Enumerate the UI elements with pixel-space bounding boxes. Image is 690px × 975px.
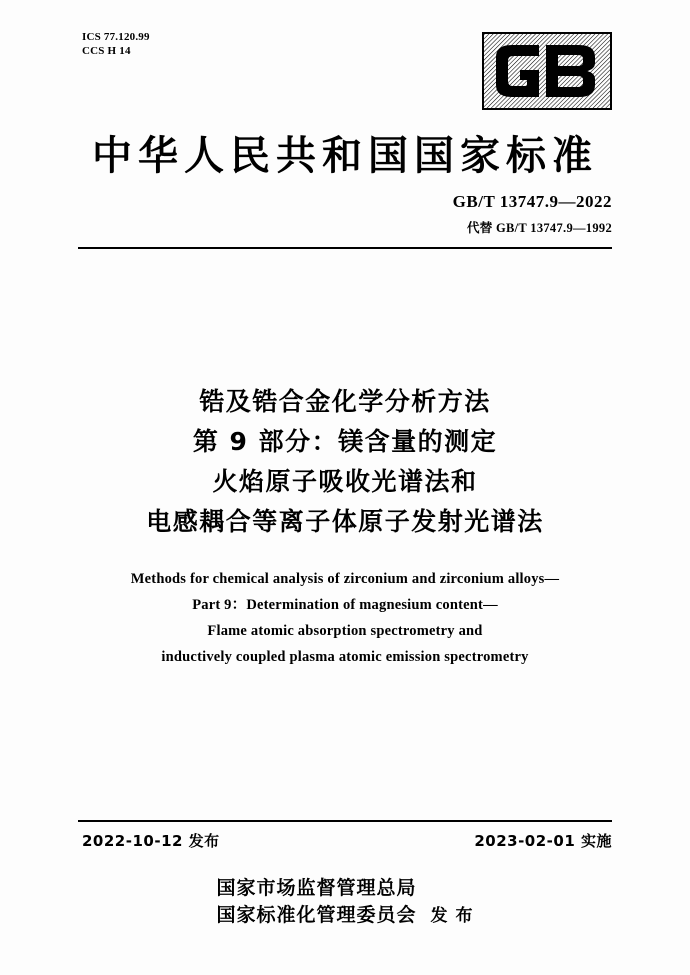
title-en-line-2: Part 9：Determination of magnesium content— xyxy=(192,597,498,613)
title-en-line-4: inductively coupled plasma atomic emission spectrometry xyxy=(161,649,529,665)
document-title-chinese xyxy=(0,382,690,542)
title-en-line-3: Flame atomic absorption spectrometry and xyxy=(207,623,483,639)
title-cn-line-3: 火焰原子吸收光谱法和 xyxy=(212,467,478,496)
national-standard-title: 中华人民共和国国家标准 xyxy=(92,133,598,179)
publish-action-label: 发 布 xyxy=(430,905,474,926)
publisher-line-1: 国家市场监督管理总局 xyxy=(216,877,417,899)
classification-codes xyxy=(82,30,150,58)
implementation-date: 2023-02-01 实施 xyxy=(474,832,612,850)
ics-code: ICS 77.120.99 xyxy=(82,31,150,43)
divider-bottom xyxy=(78,820,612,822)
document-title-english xyxy=(0,566,690,670)
issue-date: 2022-10-12 发布 xyxy=(82,832,220,850)
title-cn-line-2: 第 9 部分：镁含量的测定 xyxy=(192,427,498,456)
gb-logo-icon xyxy=(482,32,612,110)
standard-number: GB/T 13747.9—2022 xyxy=(452,192,612,211)
title-en-line-1: Methods for chemical analysis of zirconium and zirconium alloys— xyxy=(130,571,560,587)
ccs-code: CCS H 14 xyxy=(82,45,131,57)
divider-top xyxy=(78,247,612,249)
publisher-block xyxy=(0,875,690,929)
publisher-line-2: 国家标准化管理委员会 xyxy=(216,904,417,926)
title-cn-line-4: 电感耦合等离子体原子发射光谱法 xyxy=(146,507,544,536)
title-cn-line-1: 锆及锆合金化学分析方法 xyxy=(199,387,491,416)
standard-replaces: 代替 GB/T 13747.9—1992 xyxy=(466,221,612,235)
